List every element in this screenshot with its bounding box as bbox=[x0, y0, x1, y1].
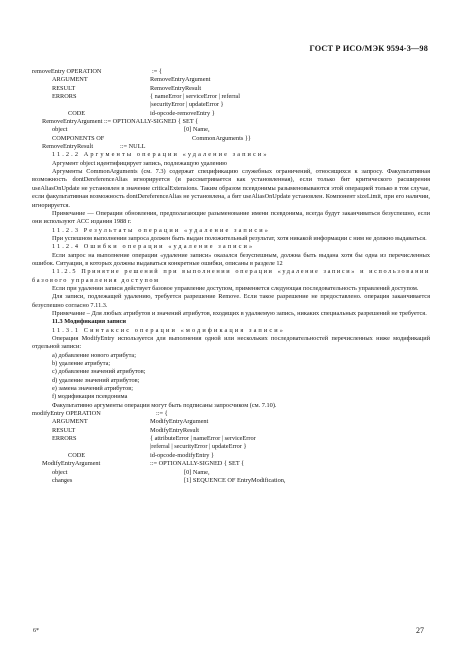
asn-line: CommonArguments }} bbox=[192, 134, 251, 142]
paragraph: Аргумент object идентифицирует запись, подлежащую удалению bbox=[52, 159, 227, 167]
asn-line: ::= OPTIONALLY-SIGNED { SET { bbox=[150, 460, 245, 468]
asn-line: ::= { bbox=[156, 410, 168, 418]
asn-line: ERRORS bbox=[52, 93, 77, 101]
page-header: ГОСТ Р ИСО/МЭК 9594-3—98 bbox=[309, 44, 428, 53]
asn-line: ModifyEntryArgument bbox=[42, 460, 101, 468]
asn-line: { nameError | serviceError | referral bbox=[150, 93, 240, 101]
asn-line: ARGUMENT bbox=[52, 418, 88, 426]
asn-line: |referral | securityError | updateError } bbox=[150, 443, 247, 451]
section-11-3-1-title: 11.3.1 Синтаксис операции «модификация записи» bbox=[52, 326, 285, 334]
note: Примечание — Операции обновления, предполагающие разыменование имени псевдонима, всегда будут заканчиваться безуспешно, если они используют АСС издания 1988 г. bbox=[32, 209, 430, 226]
asn-line: ::= NULL bbox=[120, 143, 146, 151]
asn-line: { attributeError | nameError | serviceError bbox=[150, 435, 256, 443]
paragraph: Факультативно аргументы операции могут быть подписаны запросчиком (см. 7.10). bbox=[52, 401, 277, 409]
asn-line: object bbox=[52, 468, 68, 476]
asn-line: |securityError | updateError } bbox=[150, 101, 224, 109]
asn-line: RemoveEntryArgument ::= OPTIONALLY-SIGNED { SET { bbox=[42, 118, 199, 126]
modification-list bbox=[32, 352, 430, 402]
list-item: е) замена значений атрибутов; bbox=[52, 385, 133, 393]
paragraph: Для записи, подлежащей удалению, требуется разрешение Remove. Если такое разрешение не предоставлено. операция заканчивается безуспешно согласно 7.11.3. bbox=[32, 293, 430, 309]
asn-line: removeEntry OPERATION bbox=[32, 68, 102, 75]
asn-line: RemoveEntryResult bbox=[42, 143, 94, 151]
section-11-2-4-title: 11.2.4 Ошибки операции «удаление записи» bbox=[52, 243, 255, 251]
asn-line: [0] Name, bbox=[184, 126, 210, 134]
paragraph: Если при удалении записи действует базовое управление доступом, применяется следующая последовательность управлений доступом. bbox=[52, 284, 419, 292]
list-item: с) добавление значений атрибутов; bbox=[52, 368, 146, 376]
asn-line: COMPONENTS OF bbox=[52, 134, 105, 142]
asn-line: ARGUMENT bbox=[52, 76, 88, 84]
paragraph: Операция ModifyEntry используется для выполнения одной или нескольких последовательностей перечисленных ниже модификаций отдельной записи: bbox=[32, 335, 430, 351]
asn-line: := { bbox=[152, 68, 162, 75]
paragraph: Если запрос на выполнение операции «удаление записи» оказался безуспешным, должна быть выдана хотя бы одна из перечисленных ошибок. Ситуации, в которых должны выдаваться конкретные ошибки, описаны в разделе 12 bbox=[32, 251, 430, 267]
note: Примечание – Для любых атрибутов и значений атрибутов, входящих в удаляемую запись, никаких специальных разрешений не требуется. bbox=[52, 309, 427, 317]
list-item: f) модификация псевдонима bbox=[52, 393, 128, 401]
asn-line: RemoveEntryResult bbox=[150, 84, 202, 92]
asn-line: ERRORS bbox=[52, 435, 77, 443]
asn-line: CODE bbox=[68, 451, 86, 459]
modify-entry-asn-block bbox=[32, 410, 430, 485]
asn-line: object bbox=[52, 126, 68, 134]
paragraph: Аргументы CommonArguments (см. 7.3) содержат спецификацию служебных ограничений, относящихся к запросу. Факультативная возможность dontDereferenceAlias игнорируется (и рассматривается как установленная), если только бит критического расширения useAliasOnUpdate не установлен в значение criticalExtensions. Таким образом псевдонимы разыменовываются этой операцией только в том случае, если факультативная возможность dontDereferenceAlias не установлена, а бит useAliasOnUpdate установлен. Компонент sizeLimit, при его наличии, игнорируется. bbox=[32, 168, 430, 209]
asn-line: ModifyEntryResult bbox=[150, 426, 199, 434]
asn-line: id-opcode-removeEntry } bbox=[150, 109, 215, 117]
asn-line: modifyEntry OPERATION bbox=[32, 410, 101, 418]
section-11-2-3-title: 11.2.3 Результаты операции «удаление записи» bbox=[52, 226, 270, 234]
remove-entry-asn-block bbox=[32, 68, 430, 151]
asn-line: changes bbox=[52, 476, 73, 484]
asn-line: RemoveEntryArgument bbox=[150, 76, 211, 84]
list-item: d) удаление значений атрибутов; bbox=[52, 376, 140, 384]
asn-line: [1] SEQUENCE OF EntryModification, bbox=[184, 476, 286, 484]
list-item: b) удаление атрибута; bbox=[52, 360, 111, 368]
page-number: 27 bbox=[416, 626, 424, 635]
paragraph: При успешном выполнении запроса должен быть выдан положительный результат, хотя никакой информации с ним не должно выдаваться. bbox=[52, 234, 427, 242]
asn-line: id-opcode-modifyEntry } bbox=[150, 451, 215, 459]
asn-line: ModifyEntryArgument bbox=[150, 418, 209, 426]
asn-line: CODE bbox=[68, 109, 86, 117]
section-11-3-title: 11.3 Модификация записи bbox=[52, 318, 127, 326]
section-11-2-2-title: 11.2.2 Аргументы операции «удаление записи» bbox=[52, 151, 269, 159]
section-11-2-5-title: 11.2.5 Принятие решений при выполнении операции «удаление записи» и использовании базового управления доступом bbox=[32, 268, 430, 284]
asn-line: [0] Name, bbox=[184, 468, 210, 476]
page-body bbox=[32, 68, 430, 485]
asn-line: RESULT bbox=[52, 426, 76, 434]
asn-line: RESULT bbox=[52, 84, 76, 92]
list-item: а) добавление нового атрибута; bbox=[52, 351, 136, 359]
corner-mark: 6* bbox=[33, 628, 39, 634]
